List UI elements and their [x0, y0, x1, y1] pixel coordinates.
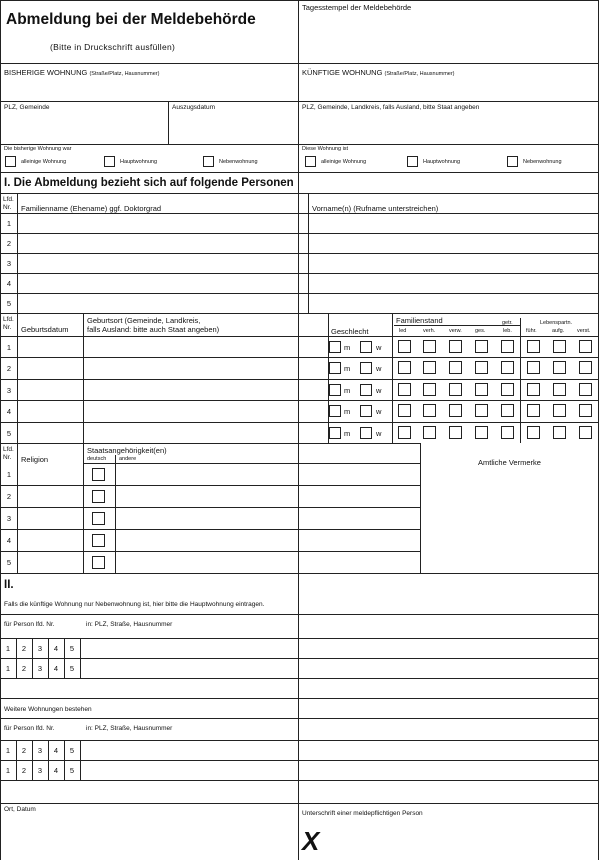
row-number: 2 — [6, 239, 12, 248]
row-number: 5 — [6, 299, 12, 308]
marital-status-checkbox[interactable] — [475, 404, 488, 417]
marital-header: Familienstand — [396, 316, 443, 325]
person-number[interactable]: 1 — [5, 644, 11, 653]
religion-header: Religion — [21, 455, 49, 464]
form-title: Abmeldung bei der Meldebehörde — [6, 11, 256, 28]
person-number-divider — [80, 658, 81, 678]
birthplace-field[interactable] — [85, 358, 327, 377]
row-divider — [0, 443, 420, 444]
german-citizen-checkbox[interactable] — [92, 534, 105, 547]
new-sole-label: alleinige Wohnung — [321, 159, 367, 165]
ms-led-header: led — [399, 328, 407, 334]
gender-male-label: m — [344, 429, 351, 438]
partnership-checkbox[interactable] — [527, 340, 540, 353]
german-header: deutsch — [87, 456, 107, 462]
citizenship-header: Staatsangehörigkeit(en) — [87, 446, 167, 455]
new-address-field[interactable] — [300, 78, 596, 100]
line-section2-top — [0, 573, 599, 574]
marital-status-checkbox[interactable] — [501, 404, 514, 417]
german-citizen-checkbox[interactable] — [92, 556, 105, 569]
partnership-checkbox[interactable] — [579, 383, 592, 396]
person-number[interactable]: 1 — [5, 746, 11, 755]
plz-date-divider — [168, 101, 169, 144]
old-plz-field[interactable] — [2, 112, 166, 142]
partnership-checkbox[interactable] — [579, 340, 592, 353]
ms-getr-header-1: getr. — [502, 320, 513, 326]
row-number: 4 — [6, 536, 12, 545]
old-secondary-checkbox[interactable] — [203, 156, 214, 167]
t1-lfd-label: Lfd. — [3, 196, 14, 203]
firstname-field[interactable] — [310, 294, 596, 312]
marital-status-checkbox[interactable] — [449, 404, 462, 417]
other-citizenship-field[interactable] — [117, 530, 419, 550]
partnership-checkbox[interactable] — [527, 404, 540, 417]
marital-status-checkbox[interactable] — [475, 340, 488, 353]
gender-male-label: m — [344, 343, 351, 352]
birthdate-field[interactable] — [19, 401, 82, 420]
row-number: 1 — [6, 343, 12, 352]
lp-fuehr-header: führ. — [526, 328, 537, 334]
firstname-field[interactable] — [310, 254, 596, 272]
t1-nr-label: Nr. — [3, 204, 12, 211]
person-number[interactable]: 2 — [21, 664, 27, 673]
signature-x-mark: X — [302, 826, 320, 856]
old-sole-checkbox[interactable] — [5, 156, 16, 167]
old-main-label: Hauptwohnung — [120, 159, 158, 165]
marital-status-checkbox[interactable] — [449, 383, 462, 396]
residence-address-field[interactable] — [84, 639, 596, 657]
gender-male-checkbox[interactable] — [329, 384, 341, 396]
marital-status-checkbox[interactable] — [449, 340, 462, 353]
t3-nr-label: Nr. — [3, 454, 12, 461]
gender-female-label: w — [376, 429, 382, 438]
person-number[interactable]: 4 — [53, 644, 59, 653]
s2a-address-label: in: PLZ, Straße, Hausnummer — [86, 621, 173, 628]
person-number[interactable]: 5 — [69, 644, 75, 653]
partnership-checkbox[interactable] — [553, 404, 566, 417]
s2b-for-person-label: für Person lfd. Nr. — [4, 725, 55, 732]
religion-field[interactable] — [19, 486, 82, 506]
other-citizenship-field[interactable] — [117, 464, 419, 484]
surname-field[interactable] — [19, 274, 307, 292]
partnership-checkbox[interactable] — [579, 361, 592, 374]
birthdate-field[interactable] — [19, 423, 82, 442]
person-number[interactable]: 4 — [53, 766, 59, 775]
ms-verh-header: verh. — [423, 328, 436, 334]
birthdate-field[interactable] — [19, 337, 82, 356]
other-citizenship-field[interactable] — [117, 486, 419, 506]
person-number[interactable]: 1 — [5, 766, 11, 775]
gender-male-checkbox[interactable] — [329, 341, 341, 353]
s2a-for-person-label: für Person lfd. Nr. — [4, 621, 55, 628]
gender-female-checkbox[interactable] — [360, 384, 372, 396]
surname-header: Familienname (Ehename) ggf. Doktorgrad — [21, 204, 162, 213]
row-number: 2 — [6, 492, 12, 501]
gender-female-label: w — [376, 386, 382, 395]
line-s2a-top — [0, 614, 599, 615]
old-main-checkbox[interactable] — [104, 156, 115, 167]
gender-female-label: w — [376, 364, 382, 373]
partnership-checkbox[interactable] — [579, 426, 592, 439]
frame-left — [0, 0, 1, 860]
moveout-date-label: Auszugsdatum — [172, 104, 215, 111]
person-number[interactable]: 5 — [69, 664, 75, 673]
gender-female-checkbox[interactable] — [360, 362, 372, 374]
official-notes-label: Amtliche Vermerke — [478, 458, 541, 467]
surname-field[interactable] — [19, 294, 307, 312]
gender-female-label: w — [376, 407, 382, 416]
signature-field[interactable] — [300, 820, 596, 858]
new-main-checkbox[interactable] — [407, 156, 418, 167]
residence-address-field[interactable] — [84, 659, 596, 677]
gender-header: Geschlecht — [331, 327, 369, 336]
person-number[interactable]: 3 — [37, 746, 43, 755]
partnership-checkbox[interactable] — [527, 426, 540, 439]
marital-status-checkbox[interactable] — [501, 426, 514, 439]
marital-status-checkbox[interactable] — [423, 383, 436, 396]
person-number[interactable]: 3 — [37, 664, 43, 673]
row-number: 5 — [6, 558, 12, 567]
line-s2b-top — [0, 698, 599, 699]
old-address-field[interactable] — [2, 78, 296, 100]
religion-field[interactable] — [19, 552, 82, 572]
birthplace-field[interactable] — [85, 423, 327, 442]
german-citizen-checkbox[interactable] — [92, 468, 105, 481]
new-sole-checkbox[interactable] — [305, 156, 316, 167]
person-number[interactable]: 2 — [21, 746, 27, 755]
marital-status-checkbox[interactable] — [475, 361, 488, 374]
partnership-header: Lebenspartn. — [540, 320, 573, 326]
birthplace-header-1: Geburtsort (Gemeinde, Landkreis, — [87, 316, 201, 325]
marital-status-checkbox[interactable] — [398, 340, 411, 353]
partnership-checkbox[interactable] — [527, 361, 540, 374]
surname-field[interactable] — [19, 254, 307, 272]
partnership-checkbox[interactable] — [553, 361, 566, 374]
row-number: 2 — [6, 364, 12, 373]
new-address-label: KÜNFTIGE WOHNUNG (Straße/Platz, Hausnummer) — [302, 68, 455, 77]
row-number: 3 — [6, 514, 12, 523]
t2-lfd-label: Lfd. — [3, 316, 14, 323]
marital-status-checkbox[interactable] — [398, 404, 411, 417]
marital-status-checkbox[interactable] — [398, 383, 411, 396]
marital-status-checkbox[interactable] — [449, 361, 462, 374]
t3-nr-divider — [17, 443, 18, 573]
new-main-label: Hauptwohnung — [423, 159, 461, 165]
place-date-label: Ort, Datum — [4, 806, 36, 813]
firstname-header: Vorname(n) (Rufname unterstreichen) — [312, 204, 439, 213]
row-divider — [0, 780, 599, 781]
firstname-field[interactable] — [310, 214, 596, 232]
old-secondary-label: Nebenwohnung — [219, 159, 258, 165]
stamp-label: Tagesstempel der Meldebehörde — [302, 3, 412, 12]
ms-verw-header: verw. — [449, 328, 462, 334]
line-plz-type — [0, 144, 599, 145]
religion-field[interactable] — [19, 530, 82, 550]
t2-gender-divider — [392, 313, 393, 443]
person-number[interactable]: 5 — [69, 746, 75, 755]
old-address-label: BISHERIGE WOHNUNG (Straße/Platz, Hausnummer) — [4, 68, 160, 77]
marital-status-checkbox[interactable] — [475, 426, 488, 439]
t2-date-divider — [83, 313, 84, 443]
form-subtitle: (Bitte in Druckschrift ausfüllen) — [50, 42, 176, 52]
gender-male-checkbox[interactable] — [329, 405, 341, 417]
t2-nr-divider — [17, 313, 18, 443]
row-number: 1 — [6, 219, 12, 228]
marital-status-checkbox[interactable] — [501, 340, 514, 353]
birthplace-field[interactable] — [85, 337, 327, 356]
ms-ges-header: ges. — [475, 328, 486, 334]
old-type-label: Die bisherige Wohnung war — [4, 146, 72, 152]
surname-field[interactable] — [19, 234, 307, 252]
row-number: 4 — [6, 279, 12, 288]
partnership-checkbox[interactable] — [553, 340, 566, 353]
person-number[interactable]: 5 — [69, 766, 75, 775]
marital-status-checkbox[interactable] — [423, 404, 436, 417]
row-divider — [0, 313, 599, 314]
person-number[interactable]: 3 — [37, 766, 43, 775]
gender-male-checkbox[interactable] — [329, 427, 341, 439]
row-divider — [0, 678, 599, 679]
person-number[interactable]: 1 — [5, 664, 11, 673]
row-number: 3 — [6, 259, 12, 268]
marital-status-checkbox[interactable] — [398, 426, 411, 439]
partnership-checkbox[interactable] — [553, 426, 566, 439]
marital-status-checkbox[interactable] — [501, 383, 514, 396]
birthdate-header: Geburtsdatum — [21, 325, 69, 334]
line-section1-top — [0, 172, 599, 173]
birthplace-field[interactable] — [85, 401, 327, 420]
marital-status-checkbox[interactable] — [475, 383, 488, 396]
s2b-address-label: in: PLZ, Straße, Hausnummer — [86, 725, 173, 732]
row-number: 1 — [6, 470, 12, 479]
residence-address-field[interactable] — [84, 741, 596, 759]
other-header: andere — [119, 456, 137, 462]
row-number: 3 — [6, 386, 12, 395]
t2-place-divider — [328, 313, 329, 443]
marital-status-checkbox[interactable] — [449, 426, 462, 439]
line-table1-top — [0, 193, 599, 194]
section2-heading: II. — [4, 579, 14, 591]
t2-nr-label: Nr. — [3, 324, 12, 331]
marital-status-checkbox[interactable] — [423, 361, 436, 374]
signature-label: Unterschrift einer meldepflichtigen Person — [302, 810, 423, 817]
marital-status-checkbox[interactable] — [398, 361, 411, 374]
partnership-checkbox[interactable] — [527, 383, 540, 396]
official-notes-area — [422, 470, 596, 570]
t3-german-divider — [115, 455, 116, 573]
section2-note: Falls die künftige Wohnung nur Nebenwohnung ist, hier bitte die Hauptwohnung eintragen. — [4, 601, 265, 608]
person-number[interactable]: 2 — [21, 644, 27, 653]
old-plz-label: PLZ, Gemeinde — [4, 104, 50, 111]
gender-female-checkbox[interactable] — [360, 341, 372, 353]
surname-field[interactable] — [19, 214, 307, 232]
person-number-divider — [80, 638, 81, 658]
german-citizen-checkbox[interactable] — [92, 512, 105, 525]
new-type-label: Diese Wohnung ist — [302, 146, 349, 152]
person-number[interactable]: 3 — [37, 644, 43, 653]
german-citizen-checkbox[interactable] — [92, 490, 105, 503]
firstname-field[interactable] — [310, 234, 596, 252]
religion-field[interactable] — [19, 508, 82, 528]
gender-male-label: m — [344, 364, 351, 373]
birthplace-field[interactable] — [85, 380, 327, 399]
lp-aufg-header: aufg. — [552, 328, 565, 334]
marital-status-checkbox[interactable] — [423, 426, 436, 439]
old-sole-label: alleinige Wohnung — [21, 159, 67, 165]
person-number[interactable]: 4 — [53, 664, 59, 673]
ms-getr-header-2: leb. — [503, 328, 512, 334]
t3-lfd-label: Lfd. — [3, 446, 14, 453]
frame-top — [0, 0, 599, 1]
person-number-divider — [80, 760, 81, 780]
firstname-field[interactable] — [310, 274, 596, 292]
partnership-checkbox[interactable] — [553, 383, 566, 396]
line-address-plz — [0, 101, 599, 102]
marital-status-checkbox[interactable] — [423, 340, 436, 353]
new-secondary-checkbox[interactable] — [507, 156, 518, 167]
person-number-divider — [80, 740, 81, 760]
partnership-checkbox[interactable] — [579, 404, 592, 417]
official-divider — [420, 443, 421, 573]
header-bottom-line — [0, 63, 599, 64]
more-residences-label: Weitere Wohnungen bestehen — [4, 706, 92, 713]
place-date-field[interactable] — [2, 815, 296, 857]
lp-verst-header: verst. — [577, 328, 591, 334]
new-plz-label: PLZ, Gemeinde, Landkreis, falls Ausland, bitte Staat angeben — [302, 104, 480, 111]
marital-status-checkbox[interactable] — [501, 361, 514, 374]
gender-female-label: w — [376, 343, 382, 352]
row-number: 5 — [6, 429, 12, 438]
birthdate-field[interactable] — [19, 380, 82, 399]
line-footer-top — [0, 803, 599, 804]
other-citizenship-field[interactable] — [117, 552, 419, 572]
moveout-date-field[interactable] — [170, 112, 296, 142]
gender-female-checkbox[interactable] — [360, 427, 372, 439]
row-number: 4 — [6, 407, 12, 416]
new-plz-field[interactable] — [300, 112, 596, 142]
gender-male-label: m — [344, 407, 351, 416]
religion-field[interactable] — [19, 464, 82, 484]
person-number[interactable]: 2 — [21, 766, 27, 775]
birthdate-field[interactable] — [19, 358, 82, 377]
gender-male-checkbox[interactable] — [329, 362, 341, 374]
new-secondary-label: Nebenwohnung — [523, 159, 562, 165]
residence-address-field[interactable] — [84, 761, 596, 779]
person-number[interactable]: 4 — [53, 746, 59, 755]
section1-heading: I. Die Abmeldung bezieht sich auf folgende Personen — [4, 177, 294, 189]
line-s2b-header — [0, 718, 599, 719]
birthplace-header-2: falls Ausland: bitte auch Staat angeben) — [87, 325, 220, 334]
gender-male-label: m — [344, 386, 351, 395]
other-citizenship-field[interactable] — [117, 508, 419, 528]
gender-female-checkbox[interactable] — [360, 405, 372, 417]
